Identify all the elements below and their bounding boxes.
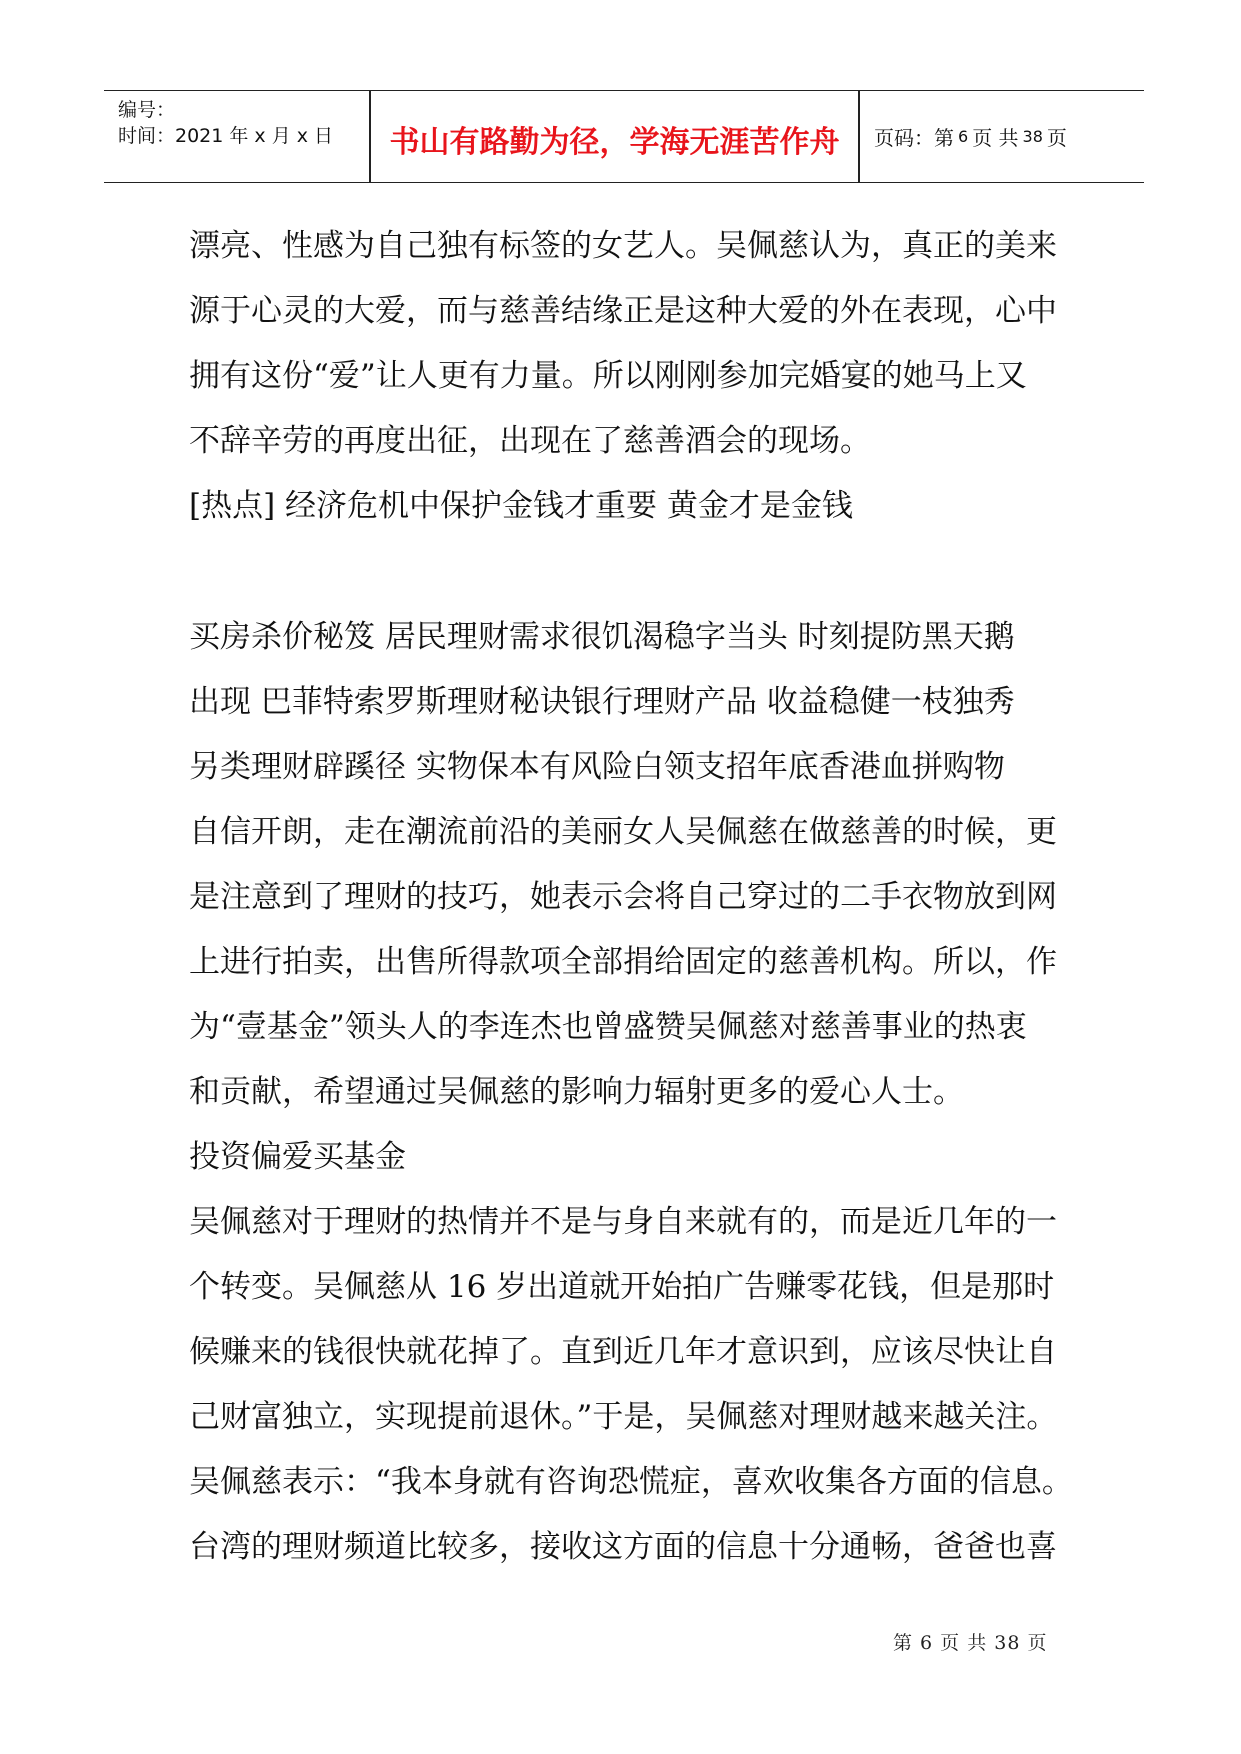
body-line: 己财富独立，实现提前退休。”于是，吴佩慈对理财越来越关注。 — [189, 1399, 1058, 1435]
header-page-cell — [874, 91, 1067, 182]
section-heading: 投资偏爱买基金 — [189, 1139, 406, 1175]
header-motto: 书山有路勤为径，学海无涯苦作舟 — [389, 124, 840, 160]
header-divider-right — [858, 91, 860, 182]
body-line: 吴佩慈对于理财的热情并不是与身自来就有的，而是近几年的一 — [189, 1204, 1057, 1240]
header-motto-cell — [371, 91, 858, 182]
body-line: 源于心灵的大爱，而与慈善结缘正是这种大爱的外在表现，心中 — [189, 293, 1057, 329]
body-line: 漂亮、性感为自己独有标签的女艺人。吴佩慈认为，真正的美来 — [189, 228, 1057, 264]
document-time-label: 时间：2021 年 x 月 x 日 — [118, 125, 334, 147]
document-number-label: 编号： — [118, 99, 176, 121]
body-line: 买房杀价秘笈 居民理财需求很饥渴稳字当头 时刻提防黑天鹅 — [189, 619, 1015, 655]
page-total: 38 — [1022, 127, 1043, 146]
page-prefix: 页码：第 — [874, 126, 954, 150]
page-current: 6 — [958, 127, 969, 146]
body-line: 出现 巴菲特索罗斯理财秘诀银行理财产品 收益稳健一枝独秀 — [189, 684, 1015, 720]
body-line: 上进行拍卖，出售所得款项全部捐给固定的慈善机构。所以，作 — [189, 944, 1057, 980]
body-line: 个转变。吴佩慈从 16 岁出道就开始拍广告赚零花钱，但是那时 — [189, 1269, 1055, 1305]
page-header — [104, 90, 1144, 183]
body-line: 吴佩慈表示：“我本身就有咨询恐慌症，喜欢收集各方面的信息。 — [189, 1464, 1073, 1500]
page-suffix: 页 — [1046, 126, 1067, 150]
page-footer: 第 6 页 共 38 页 — [893, 1632, 1048, 1654]
body-line: 为“壹基金”领头人的李连杰也曾盛赞吴佩慈对慈善事业的热衷 — [189, 1009, 1027, 1045]
header-meta-cell — [104, 91, 369, 182]
body-line: 候赚来的钱很快就花掉了。直到近几年才意识到，应该尽快让自 — [189, 1334, 1057, 1370]
body-line: 不辞辛劳的再度出征，出现在了慈善酒会的现场。 — [189, 423, 871, 459]
body-line: 和贡献，希望通过吴佩慈的影响力辐射更多的爱心人士。 — [189, 1074, 964, 1110]
body-line: 自信开朗，走在潮流前沿的美丽女人吴佩慈在做慈善的时候，更 — [189, 814, 1057, 850]
body-line: 另类理财辟蹊径 实物保本有风险白领支招年底香港血拼购物 — [189, 749, 1005, 785]
body-line: 是注意到了理财的技巧，她表示会将自己穿过的二手衣物放到网 — [189, 879, 1057, 915]
section-heading: [热点] 经济危机中保护金钱才重要 黄金才是金钱 — [189, 488, 853, 524]
body-line: 拥有这份“爱”让人更有力量。所以刚刚参加完婚宴的她马上又 — [189, 358, 1027, 394]
body-line: 台湾的理财频道比较多，接收这方面的信息十分通畅，爸爸也喜 — [189, 1529, 1057, 1565]
page-mid: 页 共 — [972, 126, 1019, 150]
